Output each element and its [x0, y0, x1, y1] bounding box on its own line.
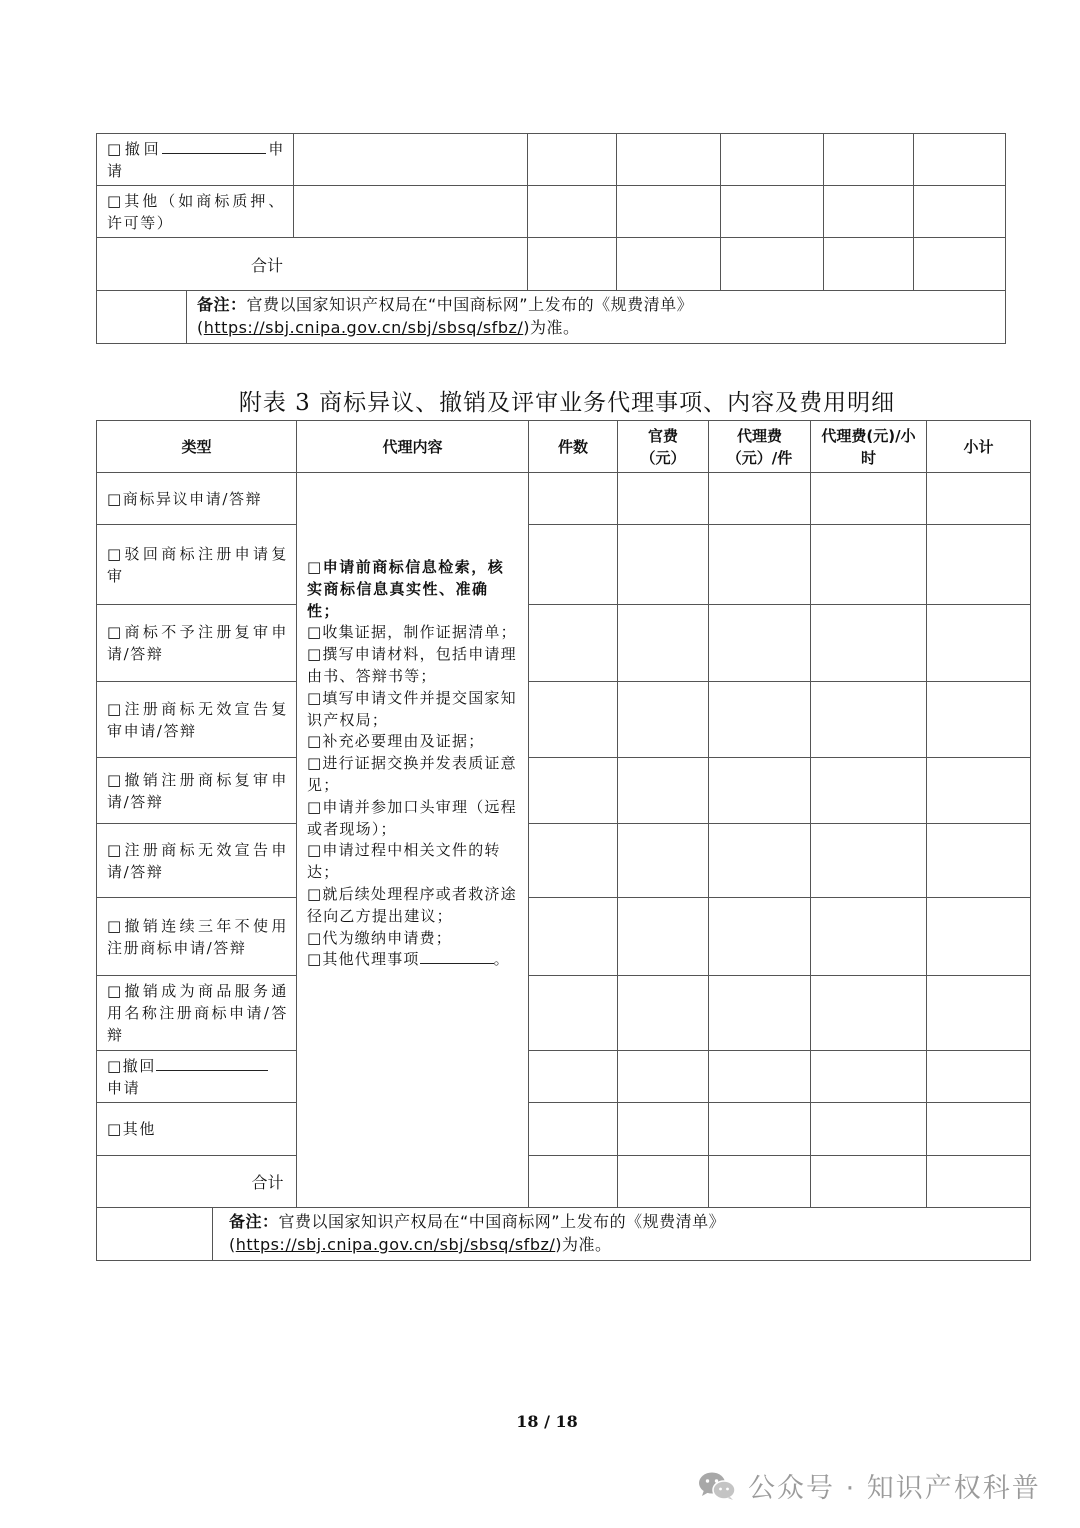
wechat-icon — [698, 1471, 736, 1501]
fill-blank — [162, 139, 266, 154]
note-tail: )为准。 — [523, 318, 580, 337]
content-item: □申请过程中相关文件的转达； — [307, 841, 501, 882]
fee-list-link[interactable]: https://sbj.cnipa.gov.cn/sbj/sbsq/sfbz/ — [235, 1235, 556, 1254]
note-row — [97, 291, 1006, 344]
content-item: □申请前商标信息检索，核实商标信息真实性、准确性； — [307, 558, 505, 620]
type-cell: □撤销注册商标复审申请/答辩 — [97, 758, 297, 824]
note-body: 官费以国家知识产权局在“中国商标网”上发布的《规费清单》( — [229, 1212, 726, 1254]
header-subtotal: 小计 — [927, 421, 1031, 473]
table-row — [97, 525, 1031, 605]
type-cell — [97, 1051, 297, 1103]
type-cell: □其他 — [97, 1103, 297, 1156]
total-label: 合计 — [97, 1156, 529, 1208]
fill-blank — [420, 949, 494, 964]
page-number: 18 / 18 — [516, 1412, 578, 1431]
fee-table-continued — [96, 133, 1006, 344]
content-item: □补充必要理由及证据； — [307, 732, 485, 751]
type-cell: □商标异议申请/答辩 — [97, 473, 297, 525]
type-cell: □注册商标无效宣告申请/答辩 — [97, 824, 297, 898]
table-row — [97, 134, 1006, 186]
fee-list-link[interactable]: https://sbj.cnipa.gov.cn/sbj/sbsq/sfbz/ — [203, 318, 524, 337]
note-lead: 备注： — [229, 1212, 279, 1231]
type-label-suffix: 申请 — [107, 139, 285, 180]
type-label-suffix: 申请 — [107, 1078, 141, 1097]
total-row — [97, 1156, 1031, 1208]
fee-table-3 — [96, 420, 1031, 1261]
content-item: □收集证据，制作证据清单； — [307, 623, 517, 642]
table-row — [97, 605, 1031, 682]
watermark-text: 公众号 · 知识产权科普 — [748, 1473, 1041, 1504]
total-label: 合计 — [97, 238, 528, 291]
content-item: □就后续处理程序或者救济途径向乙方提出建议； — [307, 884, 517, 925]
content-item: □代为缴纳申请费； — [307, 928, 452, 947]
note-tail: )为准。 — [555, 1235, 612, 1254]
header-count: 件数 — [529, 421, 618, 473]
table-row — [97, 976, 1031, 1051]
table-row — [97, 898, 1031, 976]
type-label: □撤回 — [107, 1056, 156, 1075]
content-item: □其他代理事项 。 — [307, 950, 510, 969]
type-cell — [97, 134, 294, 186]
header-content: 代理内容 — [297, 421, 529, 473]
type-cell: □撤销连续三年不使用注册商标申请/答辩 — [97, 898, 297, 976]
content-item: □申请并参加口头审理（远程或者现场）； — [307, 797, 517, 838]
note-text — [187, 291, 1006, 344]
agency-content-cell — [297, 473, 529, 1208]
note-body: 官费以国家知识产权局在“中国商标网”上发布的《规费清单》( — [197, 295, 694, 337]
header-official-fee: 官费（元） — [618, 421, 709, 473]
table-row — [97, 758, 1031, 824]
watermark — [698, 1466, 1041, 1505]
type-cell: □撤销成为商品服务通用名称注册商标申请/答辩 — [97, 976, 297, 1051]
content-item: □撰写申请材料，包括申请理由书、答辩书等； — [307, 645, 517, 685]
table-row — [97, 1051, 1031, 1103]
total-row — [97, 238, 1006, 291]
header-agency-fee-per-hour: 代理费(元)/小时 — [811, 421, 927, 473]
note-lead: 备注： — [197, 295, 247, 314]
type-cell: □其他（如商标质押、许可等） — [97, 186, 294, 238]
type-label: □撤回 — [107, 139, 163, 158]
content-item: □填写申请文件并提交国家知识产权局； — [307, 688, 517, 729]
header-type: 类型 — [97, 421, 297, 473]
note-text — [213, 1208, 1031, 1261]
header-agency-fee-per-item: 代理费（元）/件 — [709, 421, 811, 473]
type-cell: □注册商标无效宣告复审申请/答辩 — [97, 682, 297, 758]
note-row — [97, 1208, 1031, 1261]
table-row — [97, 186, 1006, 238]
header-row — [97, 421, 1031, 473]
table-row — [97, 473, 1031, 525]
type-cell: □商标不予注册复审申请/答辩 — [97, 605, 297, 682]
content-item: □进行证据交换并发表质证意见； — [307, 754, 517, 794]
fill-blank — [156, 1056, 268, 1071]
type-cell: □驳回商标注册申请复审 — [97, 525, 297, 605]
table-row — [97, 824, 1031, 898]
table-row — [97, 682, 1031, 758]
table-row — [97, 1103, 1031, 1156]
table-caption: 附表 3 商标异议、撤销及评审业务代理事项、内容及费用明细 — [238, 390, 896, 416]
